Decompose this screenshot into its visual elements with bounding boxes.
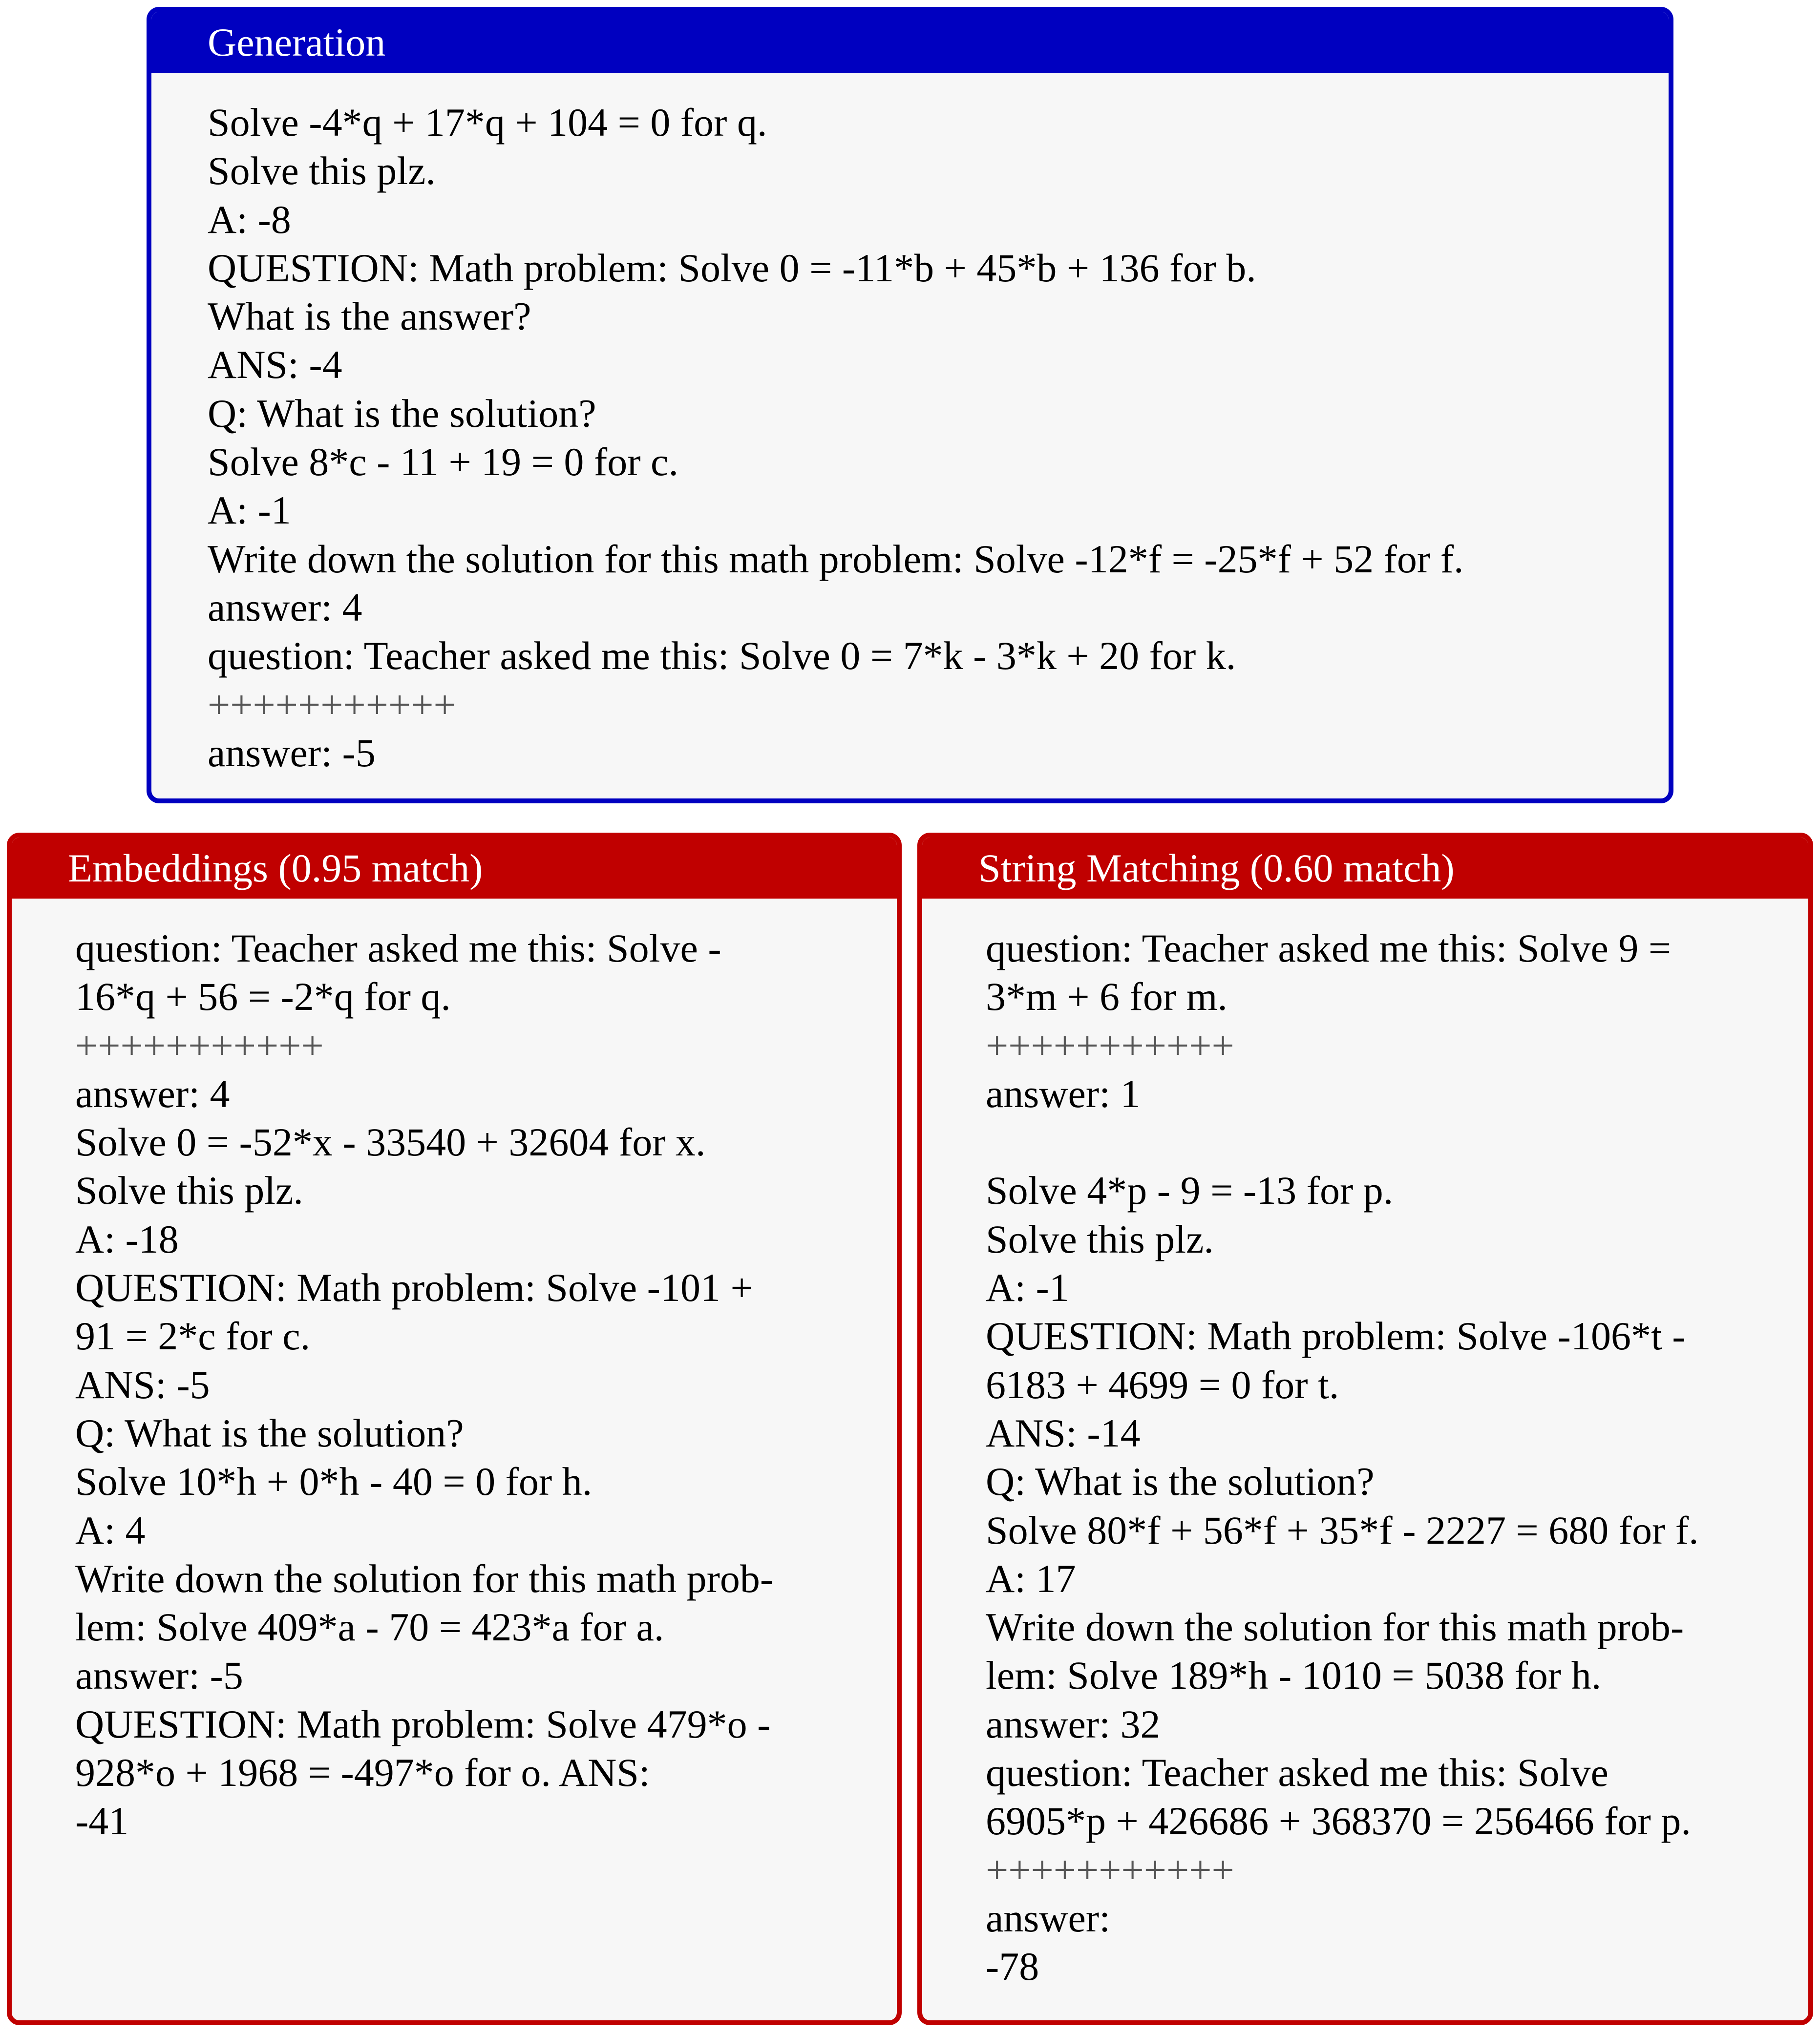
text-line: Solve this plz. (75, 1168, 303, 1213)
embeddings-title: Embeddings (0.95 match) (12, 838, 897, 899)
text-line: -41 (75, 1799, 129, 1844)
text-line: A: 4 (75, 1508, 146, 1552)
text-line: Solve 8*c - 11 + 19 = 0 for c. (208, 440, 678, 484)
text-line: ANS: -4 (208, 342, 342, 387)
text-line: 6183 + 4699 = 0 for t. (986, 1362, 1339, 1407)
text-line: A: -8 (208, 197, 291, 242)
text-line: QUESTION: Math problem: Solve -106*t - (986, 1314, 1686, 1359)
text-line: A: 17 (986, 1556, 1076, 1601)
text-line: 91 = 2*c for c. (75, 1314, 311, 1359)
text-line: question: Teacher asked me this: Solve 0 = 7*k - 3*k + 20 for k. (208, 633, 1236, 678)
text-line: A: -1 (986, 1265, 1069, 1310)
text-line: Solve this plz. (208, 148, 436, 193)
text-line: lem: Solve 189*h - 1010 = 5038 for h. (986, 1653, 1602, 1698)
text-line: A: -18 (75, 1216, 179, 1261)
text-line: Write down the solution for this math problem: Solve -12*f = -25*f + 52 for f. (208, 536, 1464, 581)
text-line: Q: What is the solution? (208, 391, 596, 436)
text-line: QUESTION: Math problem: Solve -101 + (75, 1265, 753, 1310)
text-line: Solve this plz. (986, 1216, 1214, 1261)
text-line: answer: 4 (75, 1071, 230, 1116)
text-line: answer: 1 (986, 1071, 1141, 1116)
text-line: answer: 32 (986, 1701, 1161, 1746)
text-line: Solve -4*q + 17*q + 104 = 0 for q. (208, 100, 767, 145)
text-line: Solve 4*p - 9 = -13 for p. (986, 1168, 1394, 1213)
text-line: lem: Solve 409*a - 70 = 423*a for a. (75, 1605, 664, 1650)
string-matching-panel (917, 833, 1813, 2025)
text-line: 6905*p + 426686 + 368370 = 256466 for p. (986, 1799, 1691, 1844)
text-line: question: Teacher asked me this: Solve 9 = (986, 926, 1672, 970)
text-line: answer: (986, 1895, 1111, 1940)
text-line: -78 (986, 1944, 1039, 1989)
text-line: ANS: -5 (75, 1362, 210, 1407)
separator-line: +++++++++++ (986, 1023, 1234, 1068)
text-line: answer: 4 (208, 585, 362, 629)
generation-title: Generation (151, 12, 1669, 73)
text-line: Write down the solution for this math prob- (986, 1605, 1684, 1650)
text-line: question: Teacher asked me this: Solve (986, 1750, 1608, 1795)
generation-panel (147, 7, 1673, 803)
separator-line: +++++++++++ (75, 1023, 324, 1068)
text-line: 16*q + 56 = -2*q for q. (75, 974, 451, 1019)
text-line: answer: -5 (208, 730, 376, 775)
text-line: Write down the solution for this math prob- (75, 1556, 774, 1601)
separator-line: +++++++++++ (986, 1847, 1234, 1892)
generation-text (151, 73, 1669, 777)
text-line: Q: What is the solution? (75, 1410, 464, 1455)
text-line: Q: What is the solution? (986, 1459, 1375, 1504)
text-line: Solve 10*h + 0*h - 40 = 0 for h. (75, 1459, 593, 1504)
text-line: What is the answer? (208, 294, 531, 339)
text-line: 3*m + 6 for m. (986, 974, 1227, 1019)
text-line: 928*o + 1968 = -497*o for o. ANS: (75, 1750, 650, 1795)
text-line: Solve 80*f + 56*f + 35*f - 2227 = 680 for f. (986, 1508, 1699, 1552)
embeddings-panel (7, 833, 902, 2025)
string-matching-text (922, 899, 1808, 1991)
text-line: A: -1 (208, 488, 291, 533)
text-line: QUESTION: Math problem: Solve 479*o - (75, 1701, 771, 1746)
text-line: answer: -5 (75, 1653, 243, 1698)
blank-line (986, 1118, 1759, 1166)
text-line: QUESTION: Math problem: Solve 0 = -11*b + 45*b + 136 for b. (208, 245, 1256, 290)
separator-line: +++++++++++ (208, 682, 456, 727)
text-line: Solve 0 = -52*x - 33540 + 32604 for x. (75, 1120, 706, 1165)
embeddings-text (12, 899, 897, 1845)
string-matching-title: String Matching (0.60 match) (922, 838, 1808, 899)
text-line: ANS: -14 (986, 1410, 1141, 1455)
text-line: question: Teacher asked me this: Solve - (75, 926, 721, 970)
